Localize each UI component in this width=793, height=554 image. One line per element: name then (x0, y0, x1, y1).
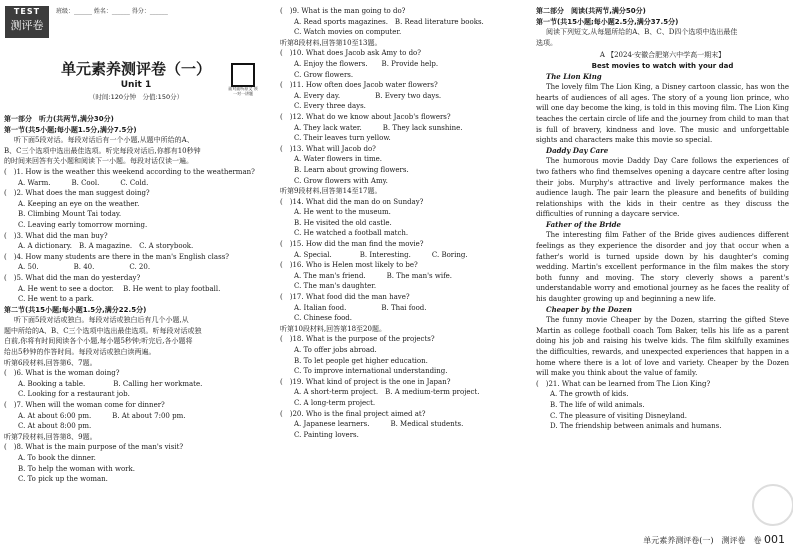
option-a: A. He went to the museum. (294, 208, 391, 217)
watermark-seal (752, 484, 793, 526)
left-column (4, 6, 268, 484)
options: A. A dictionary. B. A magazine. C. A storybook. (18, 242, 194, 251)
option-c: C. The man's daughter. (294, 282, 377, 291)
time-score: （时间:120分钟 分值:150分） (88, 93, 184, 101)
option-c: C. He watched a football match. (294, 229, 409, 238)
right-column (536, 6, 789, 432)
footer-label: 单元素养测评卷(一) 测评卷 卷 (643, 536, 762, 545)
question-21: ( )21. What can be learned from The Lion King? (536, 379, 711, 388)
instruction-line: 题中所给的A、B、C三个选项中选出最佳选项。听每段对话或独 (4, 326, 202, 335)
middle-column (280, 6, 524, 440)
option-b: B. Climbing Mount Tai today. (18, 210, 122, 219)
question-11: ( )11. How often does Jacob water flowers? (280, 81, 438, 90)
instruction-line: 听下面5段对话或独白。每段对话或独白后有几个小题,从 (14, 316, 189, 325)
movie-heading: Daddy Day Care (546, 145, 609, 155)
logo-top: TEST (13, 7, 41, 16)
option-a: A. Water flowers in time. (294, 155, 383, 164)
question-18: ( )18. What is the purpose of the projects? (280, 335, 435, 344)
header (4, 6, 268, 38)
option-b: B. Learn about growing flowers. (294, 165, 409, 174)
options: A. Japanese learners. B. Medical students. (294, 420, 464, 429)
option-c: C. To pick up the woman. (18, 475, 108, 484)
paragraph: The interesting film Father of the Bride gives audiences different feelings as they experience the disorder and joy that occur when a father's world is turned upside down by his daughter's coming wedding. Martin's excellent performance in the film makes the story both funny and moving. The story cleverly shows a parent's understandable worry and emotional journey as he faces the reality of his daughter growing up and beginning a new life. (536, 231, 789, 304)
options: A. Booking a table. B. Calling her workmate. (18, 379, 203, 388)
options: A. Read sports magazines. B. Read literature books. (294, 17, 484, 26)
page-title: 单元素养测评卷（一） (60, 60, 211, 78)
question-12: ( )12. What do we know about Jacob's flowers? (280, 112, 451, 121)
options: A. The man's friend. B. The man's wife. (294, 271, 453, 280)
option-b: B. He visited the old castle. (294, 218, 392, 227)
question-4: ( )4. How many students are there in the man's English class? (4, 252, 230, 261)
options: A. 50. B. 40. C. 20. (18, 263, 151, 272)
part-heading: 第二部分 阅读(共两节,满分50分) (536, 7, 646, 15)
question-19: ( )19. What kind of project is the one in Japan? (280, 377, 451, 386)
option-a: A. To offer jobs abroad. (294, 346, 377, 354)
question-2: ( )2. What does the man suggest doing? (4, 189, 150, 198)
instruction-line: 白前,你将有时间阅读各个小题,每小题5秒钟;听完后,各小题将 (4, 337, 193, 346)
movie-heading: The Lion King (546, 71, 602, 81)
question-14: ( )14. What did the man do on Sunday? (280, 197, 424, 206)
option-a: A. To book the dinner. (18, 454, 96, 462)
option-c: C. A long-term project. (294, 398, 376, 407)
section-heading: 第二节(共15小题;每小题1.5分,满分22.5分) (4, 305, 147, 314)
option-c: C. Grow flowers. (294, 70, 354, 79)
option-b: B. The life of wild animals. (550, 400, 645, 409)
option-c: C. At about 8:00 pm. (18, 422, 92, 431)
question-7: ( )7. When will the woman come for dinner? (4, 401, 165, 410)
option-c: C. Looking for a restaurant job. (18, 390, 130, 399)
material-heading: 听第6段材料,回答第6、7题。 (4, 358, 97, 367)
option-c: C. Leaving early tomorrow morning. (18, 220, 148, 229)
question-1: ( )1. How is the weather this weekend according to the weatherman? (4, 167, 255, 176)
question-6: ( )6. What is the woman doing? (4, 369, 120, 378)
question-10: ( )10. What does Jacob ask Amy to do? (280, 49, 422, 58)
option-a: A. Keeping an eye on the weather. (18, 199, 140, 208)
option-c: C. He went to a park. (18, 295, 94, 304)
options: A. He went to see a doctor. B. He went to play football. (18, 284, 221, 293)
option-b: B. To let people get higher education. (294, 356, 428, 365)
instruction-line: 听下面5段对话。每段对话后有一个小题,从题中所给的A、 (14, 136, 194, 145)
section-heading: 第一节(共5小题;每小题1.5分,满分7.5分) (4, 125, 137, 134)
section-heading: 第一节(共15小题;每小题2.5分,满分37.5分) (536, 17, 679, 26)
question-16: ( )16. Who is Helen most likely to be? (280, 261, 418, 270)
option-c: C. Watch movies on computer. (294, 28, 402, 37)
question-20: ( )20. Who is the final project aimed at? (280, 409, 426, 418)
instruction-line: 阅读下列短文,从每题所给的A、B、C、D四个选项中选出最佳 (546, 28, 738, 37)
question-15: ( )15. How did the man find the movie? (280, 240, 424, 249)
instruction-line: 给出5秒钟的作答时间。每段对话或独白读两遍。 (4, 348, 156, 357)
instruction-line: 的时间来回答有关小题和阅读下一小题。每段对话仅读一遍。 (4, 157, 193, 166)
question-5: ( )5. What did the man do yesterday? (4, 273, 141, 282)
qr-code (231, 63, 255, 87)
options: A. A short-term project. B. A medium-term project. (294, 388, 480, 397)
paragraph: The lovely film The Lion King, a Disney cartoon classic, has won the hearts of audiences of all ages. The story of a young lion prince, who will one day become the king, is told in this moving film. The Lion King teaches the certain circle of life and the journey from child to man that is full of bravery, kindness and love. The music and unforgettable sights and characters make this movie so special. (536, 83, 789, 145)
options: A. Special. B. Interesting. C. Boring. (294, 250, 468, 259)
option-c: C. The pleasure of visiting Disneyland. (550, 411, 687, 420)
test-logo (5, 6, 49, 38)
question-8: ( )8. What is the main purpose of the man's visit? (4, 443, 184, 452)
qr-caption: 面对面听原文 领一对一讲题 (228, 86, 258, 96)
options: A. At about 6:00 pm. B. At about 7:00 pm. (18, 411, 186, 420)
question-9: ( )9. What is the man going to do? (280, 7, 406, 15)
option-a: A. The growth of kids. (550, 390, 629, 399)
options: A. They lack water. B. They lack sunshine. (294, 123, 463, 132)
passage-title: Best movies to watch with your dad (591, 61, 734, 70)
instruction-line: B、C三个选项中选出最佳选项。听完每段对话后,你都有10秒钟 (4, 146, 201, 155)
material-heading: 听第9段材料,回答第14至17题。 (280, 187, 382, 196)
part-heading: 第一部分 听力(共两节,满分30分) (4, 115, 114, 123)
options: A. Every day. B. Every two days. (294, 91, 442, 100)
option-c: C. Grow flowers with Amy. (294, 176, 388, 185)
option-b: B. To help the woman with work. (18, 464, 135, 473)
paragraph: The humorous movie Daddy Day Care follows the experiences of two fathers who find themselves opening a daycare centre after losing their jobs. Murphy's attractive and lively performance makes the audience laugh. The pair learn the pleasure and benefits of building relationships with the kids in their centre as they discuss the difficulties of running a daycare service. (536, 157, 789, 219)
movie-heading: Father of the Bride (546, 219, 621, 229)
passage-tag: A 【2024·安徽合肥第六中学高一期末】 (599, 51, 726, 60)
option-c: C. Chinese food. (294, 314, 352, 323)
option-c: C. To improve international understanding. (294, 367, 448, 376)
question-3: ( )3. What did the man buy? (4, 231, 108, 240)
instruction-line: 选项。 (536, 38, 557, 47)
option-c: C. Painting lovers. (294, 430, 359, 439)
material-heading: 听第10段材料,回答第18至20题。 (280, 324, 386, 333)
page-number: 001 (764, 533, 785, 546)
option-d: D. The friendship between animals and humans. (550, 422, 722, 431)
options: A. Italian food. B. Thai food. (294, 303, 427, 312)
logo-bottom: 测评卷 (10, 19, 44, 32)
option-c: C. Their leaves turn yellow. (294, 134, 391, 143)
paragraph: The funny movie Cheaper by the Dozen, starring the gifted Steve Martin as college football coach Tom Baker, tells his life as a parent doing his job and raising his twelve kids. The film skilfully examines the difficulties, rewards, and unexpected experiences that happen in a home where there is a lot of love and variety. Cheaper by the Dozen will make you think about the value of family. (536, 316, 789, 378)
student-fields: 班级：______ 姓名：______ 得分：______ (56, 8, 168, 15)
unit-label: Unit 1 (120, 80, 152, 90)
material-heading: 听第7段材料,回答第8、9题。 (4, 432, 97, 441)
options: A. Enjoy the flowers. B. Provide help. (294, 59, 439, 68)
option-c: C. Every three days. (294, 102, 366, 111)
material-heading: 听第8段材料,回答第10至13题。 (280, 38, 382, 47)
question-17: ( )17. What food did the man have? (280, 293, 410, 302)
movie-heading: Cheaper by the Dozen (546, 304, 632, 314)
question-13: ( )13. What will Jacob do? (280, 144, 376, 153)
options: A. Warm. B. Cool. C. Cold. (18, 178, 149, 187)
page-footer (643, 535, 785, 547)
